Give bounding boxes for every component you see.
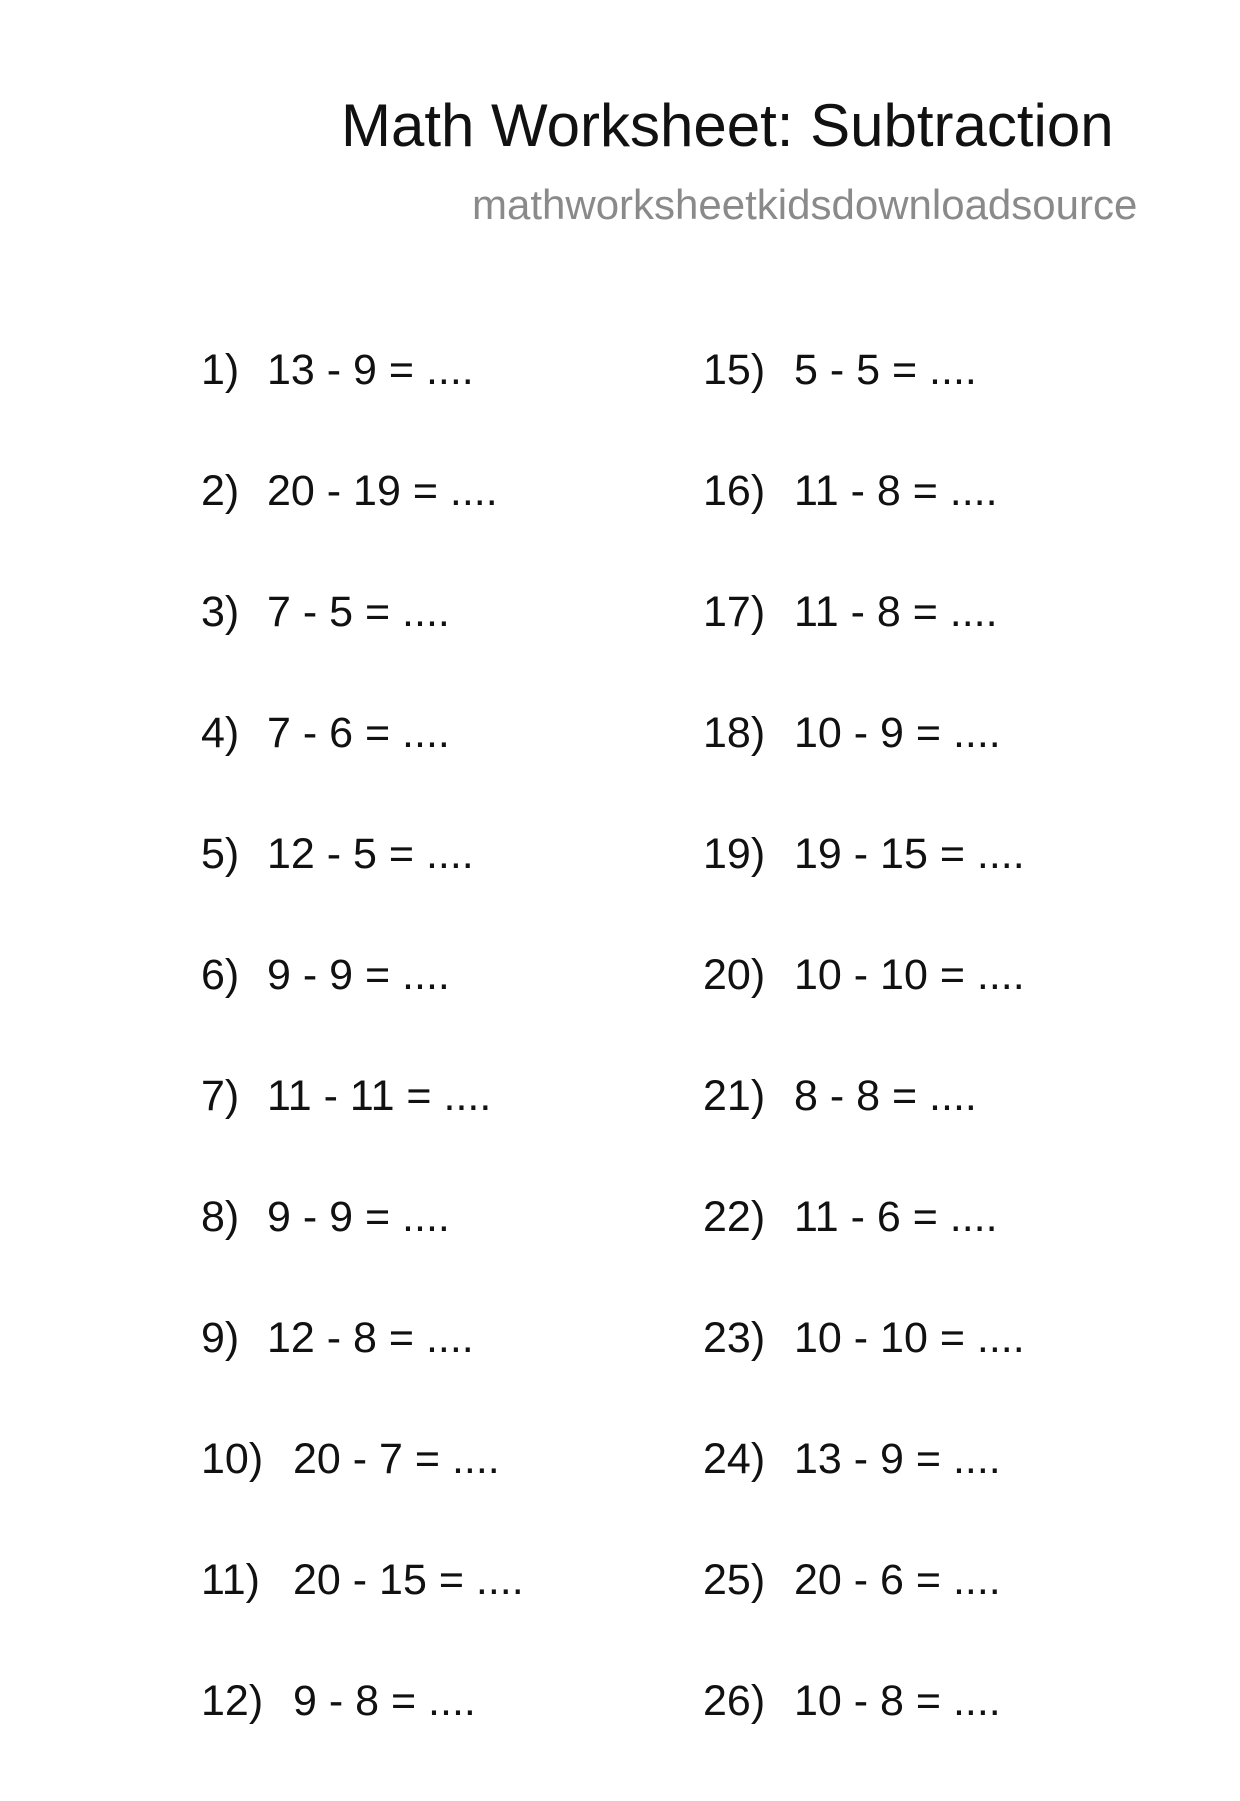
problem-number: 9) [201,1314,240,1362]
problem-item [703,1193,1025,1317]
problem-item [703,709,1025,833]
problem-expression: 5 - 5 = .... [794,346,977,394]
problem-expression: 7 - 5 = .... [267,588,450,636]
problem-item [703,467,1025,591]
problem-expression: 13 - 9 = .... [267,346,474,394]
problem-number: 25) [703,1556,766,1604]
problem-expression: 10 - 8 = .... [794,1677,1001,1725]
problem-number: 22) [703,1193,766,1241]
problem-item [201,1556,524,1680]
problem-expression: 12 - 5 = .... [267,830,474,878]
problem-item [201,951,524,1075]
problems-left-column [201,346,524,1801]
problem-number: 19) [703,830,766,878]
problem-item [703,588,1025,712]
page-title: Math Worksheet: Subtraction [341,92,1114,159]
problem-expression: 9 - 9 = .... [267,951,450,999]
problem-expression: 20 - 15 = .... [293,1556,524,1604]
problem-expression: 11 - 11 = .... [267,1072,492,1120]
problem-expression: 20 - 7 = .... [293,1435,500,1483]
problem-item [201,709,524,833]
problem-number: 1) [201,346,240,394]
problem-number: 7) [201,1072,240,1120]
problem-item [703,1072,1025,1196]
problem-number: 6) [201,951,240,999]
problem-number: 2) [201,467,240,515]
problem-expression: 8 - 8 = .... [794,1072,977,1120]
problem-number: 20) [703,951,766,999]
problem-item [201,346,524,470]
problem-item [703,951,1025,1075]
problem-number: 10) [201,1435,264,1483]
problem-expression: 11 - 8 = .... [794,588,998,636]
problem-number: 24) [703,1435,766,1483]
problem-expression: 9 - 8 = .... [293,1677,476,1725]
problem-number: 18) [703,709,766,757]
problem-item [201,1435,524,1559]
problem-item [703,346,1025,470]
problem-item [201,1193,524,1317]
problem-number: 4) [201,709,240,757]
problem-number: 17) [703,588,766,636]
problem-number: 3) [201,588,240,636]
problem-item [201,1677,524,1801]
problem-expression: 10 - 10 = .... [794,951,1025,999]
problem-expression: 11 - 6 = .... [794,1193,998,1241]
problem-expression: 13 - 9 = .... [794,1435,1001,1483]
problem-number: 26) [703,1677,766,1725]
problem-item [703,1677,1025,1801]
problem-item [201,830,524,954]
problem-number: 8) [201,1193,240,1241]
problem-item [201,1072,524,1196]
problem-expression: 19 - 15 = .... [794,830,1025,878]
problem-number: 23) [703,1314,766,1362]
problem-number: 15) [703,346,766,394]
source-subtitle: mathworksheetkidsdownloadsource [472,181,1138,228]
problem-item [703,1314,1025,1438]
problem-item [703,1556,1025,1680]
problem-item [703,1435,1025,1559]
problem-expression: 10 - 10 = .... [794,1314,1025,1362]
problem-expression: 10 - 9 = .... [794,709,1001,757]
problem-number: 12) [201,1677,264,1725]
problem-item [703,830,1025,954]
problem-expression: 20 - 6 = .... [794,1556,1001,1604]
problem-number: 21) [703,1072,766,1120]
problem-item [201,1314,524,1438]
problem-item [201,588,524,712]
problem-number: 16) [703,467,766,515]
problem-expression: 7 - 6 = .... [267,709,450,757]
problem-number: 5) [201,830,240,878]
problem-item [201,467,524,591]
problem-expression: 20 - 19 = .... [267,467,498,515]
problem-number: 11) [201,1556,260,1604]
problem-expression: 12 - 8 = .... [267,1314,474,1362]
problems-right-column [703,346,1025,1801]
problem-expression: 11 - 8 = .... [794,467,998,515]
problem-expression: 9 - 9 = .... [267,1193,450,1241]
